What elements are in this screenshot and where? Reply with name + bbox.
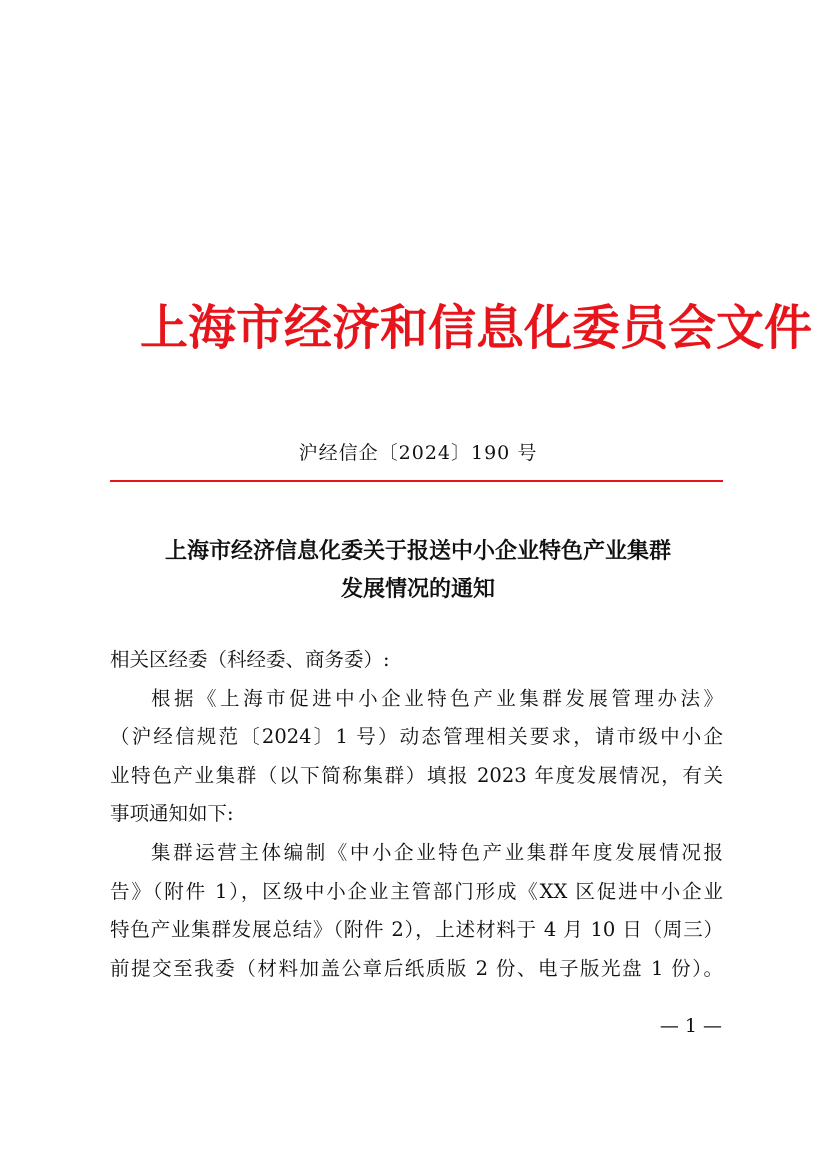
salutation: 相关区经委（科经委、商务委）: [110, 648, 390, 671]
title-line: 发展情况的通知 [340, 576, 495, 602]
page-number: — 1 — [659, 1015, 722, 1037]
title-line: 上海市经济信息化委关于报送中小企业特色产业集群 [164, 538, 671, 564]
paragraph-line: 根据《上海市促进中小企业特色产业集群发展管理办法》 [151, 686, 723, 710]
paragraph-line: 前提交至我委（材料加盖公章后纸质版 2 份、电子版光盘 1 份）。 [110, 956, 723, 980]
document-number: 沪经信企〔2024〕190 号 [298, 442, 538, 464]
paragraph-line: 事项通知如下: [110, 802, 234, 826]
red-divider [110, 480, 723, 482]
paragraph-line: 业特色产业集群（以下简称集群）填报 2023 年度发展情况，有关 [110, 763, 723, 787]
notice-title [0, 532, 826, 608]
issuing-org-title: 上海市经济和信息化委员会文件 [140, 300, 813, 356]
body-text [110, 641, 723, 988]
paragraph-line: 特色产业集群发展总结》（附件 2），上述材料于 4 月 10 日（周三） [110, 918, 723, 942]
paragraph-line: 告》（附件 1），区级中小企业主管部门形成《XX 区促进中小企业 [110, 879, 723, 903]
paragraph-line: 集群运营主体编制《中小企业特色产业集群年度发展情况报 [151, 840, 723, 864]
paragraph-line: （沪经信规范〔2024〕1 号）动态管理相关要求，请市级中小企 [110, 725, 723, 749]
